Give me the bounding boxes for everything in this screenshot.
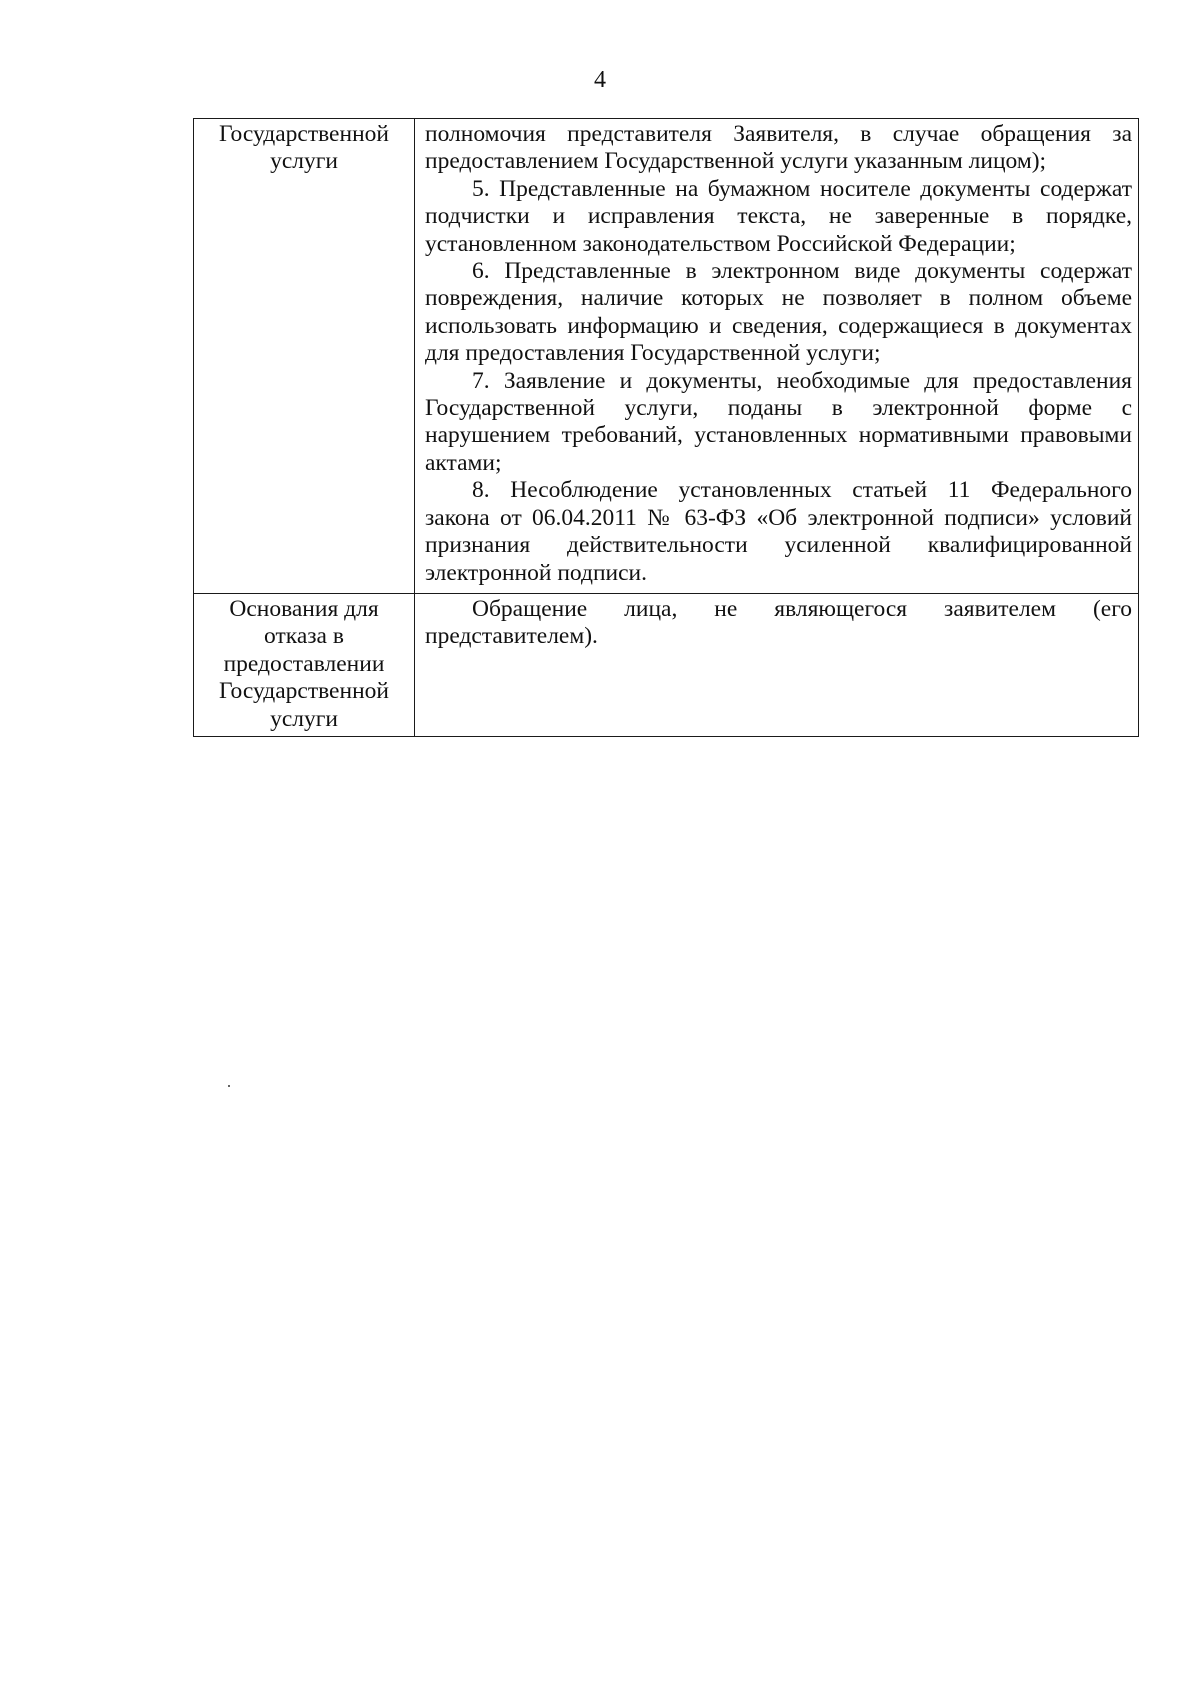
row-label-line: услуги [270,148,338,175]
row-label-line: отказа в [264,623,344,650]
text-line: электронной подписи. [425,559,647,586]
table-row [194,594,1139,737]
text-line: полномочия представителя Заявителя, в случае обращения за [425,121,1132,147]
paragraph [425,121,1132,176]
paragraph [425,477,1132,587]
page-number: 4 [594,67,606,93]
text-line: нарушением требований, установленных нормативными правовыми [425,422,1132,449]
row-content-cell [415,119,1139,594]
scan-speck [228,1085,230,1087]
row-label-line: услуги [270,705,338,732]
text-line: для предоставления Государственной услуги; [425,340,881,367]
text-line: Государственной услуги, поданы в электронной форме с [425,395,1132,422]
text-line: закона от 06.04.2011 № 63-ФЗ «Об электронной подписи» условий [425,504,1132,531]
document-table [193,118,1139,737]
row-label-line: Государственной [219,678,389,705]
table-row [194,119,1139,594]
text-line: 8. Несоблюдение установленных статьей 11 Федерального [472,477,1132,504]
row-label-cell [194,119,415,594]
row-label-line: предоставлении [223,650,385,677]
text-line: подчистки и исправления текста, не заверенные в порядке, [425,203,1132,230]
text-line: Обращение лица, не являющегося заявителем (его [472,596,1132,622]
row-content-cell [415,594,1139,737]
text-line: 5. Представленные на бумажном носителе документы содержат [472,175,1132,202]
paragraph [425,596,1132,651]
text-line: признания действительности усиленной квалифицированной [425,532,1132,559]
text-line: установленном законодательством Российской Федерации; [425,230,1016,257]
row-label-cell [194,594,415,737]
text-line: 7. Заявление и документы, необходимые для предоставления [472,367,1132,394]
paragraph [425,176,1132,258]
text-line: предоставлением Государственной услуги указанным лицом); [425,148,1047,175]
text-line: актами; [425,449,502,476]
paragraph [425,368,1132,478]
row-label-line: Государственной [219,121,389,147]
text-line: 6. Представленные в электронном виде документы содержат [472,258,1132,285]
row-label-line: Основания для [229,596,379,622]
text-line: использовать информацию и сведения, содержащиеся в документах [425,312,1132,339]
paragraph [425,258,1132,368]
text-line: повреждения, наличие которых не позволяет в полном объеме [425,285,1132,312]
text-line: представителем). [425,623,598,650]
